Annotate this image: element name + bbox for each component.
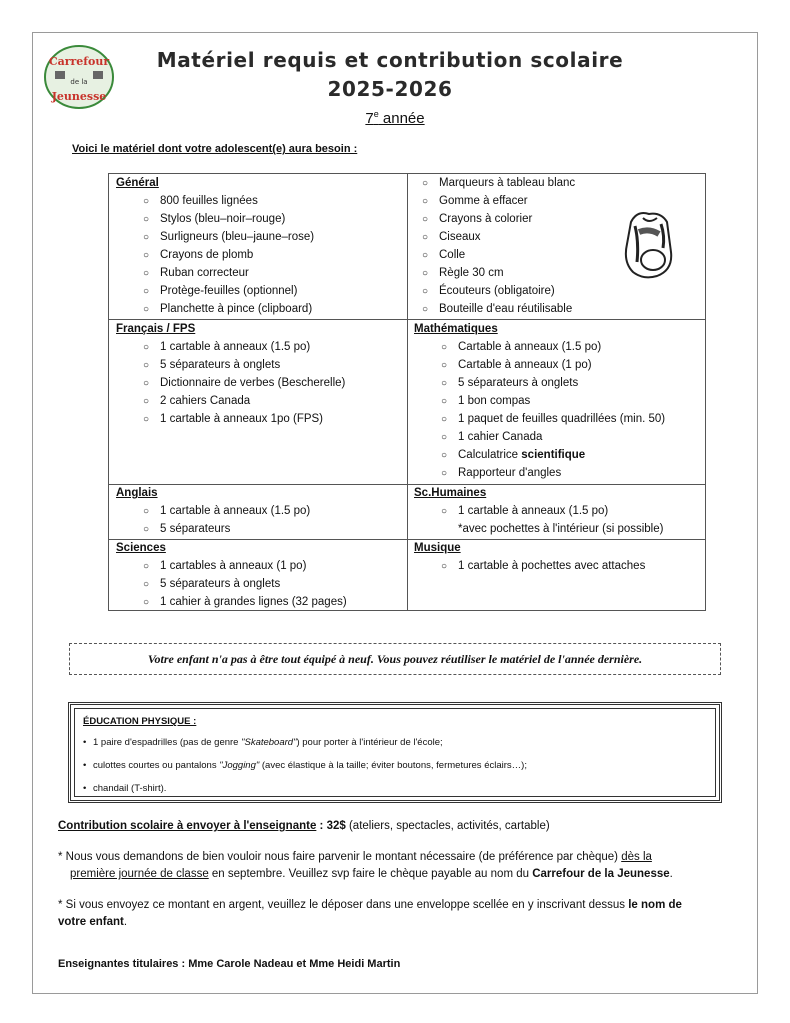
list-item: ○ Cartable à anneaux (1.5 po) [440, 341, 602, 353]
list-item: ○ 1 cahier Canada [440, 431, 543, 443]
list-item: ○ 5 séparateurs à onglets [142, 359, 281, 371]
logo-text-mid: de la [70, 78, 88, 86]
backpack-icon [617, 208, 683, 282]
list-item: ○ 1 cartable à anneaux (1.5 po) [142, 341, 311, 353]
list-item: ○ Stylos (bleu–noir–rouge) [142, 213, 286, 225]
list-item: ○ Ruban correcteur [142, 267, 249, 279]
table-divider-2 [109, 484, 706, 485]
grade-sup: e [373, 109, 379, 119]
cash-paragraph: * Si vous envoyez ce montant en argent, veuillez le déposer dans une enveloppe scellée en y inscrivant dessus le nom de votre enfant. [58, 899, 682, 928]
list-item-note: *avec pochettes à l'intérieur (si possible) [458, 523, 664, 535]
list-item: ○ Rapporteur d'angles [440, 467, 562, 479]
grade-label [0, 109, 790, 127]
section-title-sciences: Sciences [116, 542, 166, 554]
page-year: 2025-2026 [327, 77, 453, 101]
section-title-general: Général [116, 177, 159, 189]
table-divider-3 [109, 539, 706, 540]
list-item: ○ Planchette à pince (clipboard) [142, 303, 313, 315]
list-item: ○ 1 cartable à pochettes avec attaches [440, 560, 646, 572]
intro-text: Voici le matériel dont votre adolescent(e) aura besoin : [72, 143, 358, 155]
list-item: ○ 1 paquet de feuilles quadrillées (min. 50) [440, 413, 666, 425]
list-item: ○ 5 séparateurs à onglets [440, 377, 579, 389]
list-item: ○ 1 cahier à grandes lignes (32 pages) [142, 596, 347, 608]
reuse-note: Votre enfant n'a pas à être tout équipé à neuf. Vous pouvez réutiliser le matériel de l'année dernière. [69, 643, 721, 675]
pe-item: • chandail (T-shirt). [83, 783, 167, 794]
list-item: ○ Dictionnaire de verbes (Bescherelle) [142, 377, 346, 389]
list-item: ○ Marqueurs à tableau blanc [421, 177, 576, 189]
list-item: ○ Crayons de plomb [142, 249, 254, 261]
list-item: ○ 1 cartable à anneaux (1.5 po) [440, 505, 609, 517]
pe-title: ÉDUCATION PHYSIQUE : [83, 716, 197, 727]
school-logo [43, 44, 115, 110]
contribution-line: Contribution scolaire à envoyer à l'enseignante : 32$ (ateliers, spectacles, activités, cartable) [58, 820, 550, 832]
logo-text-bottom: Jeunesse [51, 90, 107, 103]
page-title: Matériel requis et contribution scolaire [156, 48, 624, 72]
list-item: ○ Protège-feuilles (optionnel) [142, 285, 298, 297]
list-item: ○ Règle 30 cm [421, 267, 504, 279]
list-item: ○ 1 cartable à anneaux 1po (FPS) [142, 413, 324, 425]
list-item: ○ 800 feuilles lignées [142, 195, 258, 207]
list-item: ○ Crayons à colorier [421, 213, 533, 225]
list-item: ○ 1 bon compas [440, 395, 531, 407]
section-title-anglais: Anglais [116, 487, 158, 499]
table-divider-1 [109, 319, 706, 320]
contribution-label: Contribution scolaire à envoyer à l'enseignante [58, 820, 317, 832]
list-item: ○ Calculatrice scientifique [440, 449, 586, 461]
section-title-maths: Mathématiques [414, 323, 498, 335]
pe-item: • 1 paire d'espadrilles (pas de genre "Skateboard") pour porter à l'intérieur de l'école; [83, 737, 443, 748]
table-divider-vertical [407, 174, 408, 611]
section-title-musique: Musique [414, 542, 461, 554]
list-item: ○ Écouteurs (obligatoire) [421, 285, 555, 297]
pe-inner [74, 708, 716, 797]
list-item: ○ Bouteille d'eau réutilisable [421, 303, 573, 315]
list-item: ○ Ciseaux [421, 231, 481, 243]
list-item: ○ 2 cahiers Canada [142, 395, 251, 407]
teachers-line: Enseignantes titulaires : Mme Carole Nadeau et Mme Heidi Martin [58, 958, 401, 970]
section-title-francais: Français / FPS [116, 323, 196, 335]
grade-word: année [378, 110, 425, 127]
list-item: ○ 1 cartable à anneaux (1.5 po) [142, 505, 311, 517]
list-item: ○ 5 séparateurs [142, 523, 231, 535]
payment-paragraph: * Nous vous demandons de bien vouloir nous faire parvenir le montant nécessaire (de préférence par chèque) dès la première journée de classe en septembre. Veuillez svp faire le chèque payable au nom du Carrefour de la Jeunesse. [58, 851, 673, 880]
contribution-amount: 32$ [326, 820, 346, 832]
list-item: ○ Gomme à effacer [421, 195, 528, 207]
list-item: ○ Cartable à anneaux (1 po) [440, 359, 592, 371]
logo-text-top: Carrefour [48, 55, 110, 68]
list-item: ○ 5 séparateurs à onglets [142, 578, 281, 590]
list-item: ○ 1 cartables à anneaux (1 po) [142, 560, 307, 572]
list-item: ○ Colle [421, 249, 466, 261]
list-item: ○ Surligneurs (bleu–jaune–rose) [142, 231, 315, 243]
supply-table [108, 173, 706, 611]
pe-box [68, 702, 722, 803]
pe-item: • culottes courtes ou pantalons "Jogging" (avec élastique à la taille; éviter boutons, fermetures éclairs…); [83, 760, 527, 771]
grade-number: 7 [365, 110, 374, 127]
section-title-sc-humaines: Sc.Humaines [414, 487, 487, 499]
